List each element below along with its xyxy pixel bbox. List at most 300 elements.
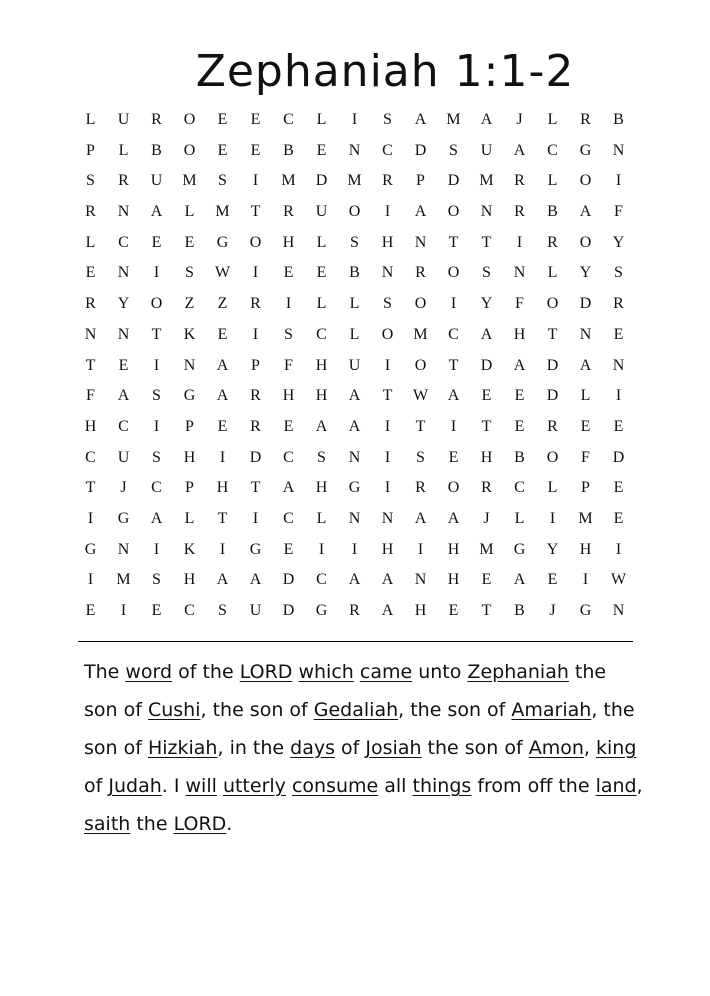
grid-letter: E: [613, 325, 624, 343]
passage-text: , the son of: [398, 699, 512, 721]
hidden-word: came: [359, 661, 413, 683]
grid-letter: A: [381, 602, 394, 619]
grid-letter: H: [447, 540, 460, 558]
grid-letter: N: [513, 264, 526, 282]
grid-letter: G: [579, 141, 592, 159]
grid-letter: N: [480, 203, 493, 221]
grid-letter: M: [413, 325, 428, 343]
grid-letter: C: [547, 141, 558, 159]
grid-letter: C: [184, 602, 195, 619]
grid-letter: S: [152, 448, 161, 466]
grid-letter: L: [547, 172, 558, 190]
grid-letter: M: [347, 172, 362, 190]
grid-letter: D: [315, 172, 328, 190]
grid-letter: I: [318, 540, 325, 558]
grid-letter: S: [284, 325, 293, 343]
grid-letter: U: [150, 172, 163, 190]
grid-letter: G: [216, 233, 229, 251]
grid-letter: E: [250, 141, 261, 159]
grid-letter: M: [479, 172, 494, 190]
grid-letter: E: [217, 141, 228, 159]
grid-letter: B: [613, 111, 624, 128]
grid-letter: T: [85, 479, 96, 497]
grid-letter: O: [447, 203, 460, 221]
grid-letter: D: [282, 571, 295, 589]
grid-letter: R: [85, 203, 96, 221]
grid-letter: J: [120, 479, 127, 497]
grid-letter: M: [182, 172, 197, 190]
grid-letter: Y: [480, 295, 493, 313]
grid-letter: E: [481, 571, 492, 589]
grid-letter: N: [414, 571, 427, 589]
grid-letter: M: [215, 203, 230, 221]
grid-letter: T: [382, 387, 393, 405]
grid-letter: H: [315, 356, 328, 374]
passage-text: ,: [583, 737, 597, 759]
grid-letter: T: [151, 325, 162, 343]
grid-letter: E: [283, 540, 294, 558]
page-title: Zephaniah 1:1-2: [195, 46, 575, 97]
grid-letter: L: [184, 509, 195, 527]
divider: [78, 641, 633, 642]
grid-letter: S: [350, 233, 359, 251]
grid-letter: U: [117, 111, 130, 128]
grid-letter: R: [415, 264, 426, 282]
grid-letter: Y: [579, 264, 592, 282]
grid-letter: I: [615, 387, 622, 405]
hidden-word: Gedaliah: [313, 699, 399, 721]
grid-letter: H: [315, 387, 328, 405]
grid-letter: G: [183, 387, 196, 405]
grid-letter: R: [250, 387, 261, 405]
grid-letter: A: [282, 479, 295, 497]
grid-letter: L: [316, 111, 327, 128]
grid-letter: H: [315, 479, 328, 497]
grid-letter: O: [579, 233, 592, 251]
grid-letter: E: [250, 111, 261, 128]
grid-letter: I: [582, 571, 589, 589]
passage-text: of: [335, 737, 366, 759]
grid-letter: M: [479, 540, 494, 558]
grid-letter: I: [615, 540, 622, 558]
hidden-word: days: [290, 737, 336, 759]
grid-letter: S: [152, 571, 161, 589]
grid-letter: U: [315, 203, 328, 221]
grid-letter: I: [252, 325, 259, 343]
grid-letter: B: [349, 264, 360, 282]
grid-letter: N: [117, 203, 130, 221]
grid-letter: O: [414, 356, 427, 374]
grid-letter: F: [284, 356, 293, 374]
grid-letter: I: [516, 233, 523, 251]
grid-letter: D: [612, 448, 625, 466]
grid-letter: H: [282, 387, 295, 405]
grid-letter: I: [153, 264, 160, 282]
grid-letter: G: [348, 479, 361, 497]
grid-letter: A: [348, 571, 361, 589]
grid-letter: D: [282, 602, 295, 619]
grid-letter: R: [547, 233, 558, 251]
grid-letter: T: [85, 356, 96, 374]
grid-letter: C: [382, 141, 393, 159]
grid-letter: A: [414, 111, 427, 128]
grid-letter: A: [579, 203, 592, 221]
grid-letter: T: [481, 417, 492, 435]
grid-letter: B: [547, 203, 558, 221]
grid-letter: H: [513, 325, 526, 343]
grid-letter: F: [515, 295, 524, 313]
grid-letter: O: [381, 325, 394, 343]
hidden-word: LORD: [239, 661, 293, 683]
grid-letter: I: [384, 356, 391, 374]
grid-letter: G: [84, 540, 97, 558]
grid-letter: S: [218, 172, 227, 190]
grid-letter: L: [184, 203, 195, 221]
grid-letter: E: [613, 509, 624, 527]
grid-letter: E: [514, 387, 525, 405]
grid-letter: H: [480, 448, 493, 466]
passage-text: The: [84, 661, 126, 683]
passage-text: the son of: [84, 661, 607, 721]
grid-letter: P: [185, 479, 194, 497]
grid-letter: Z: [217, 295, 228, 313]
grid-letter: I: [87, 509, 94, 527]
grid-letter: E: [151, 233, 162, 251]
grid-letter: N: [381, 264, 394, 282]
grid-letter: A: [150, 509, 163, 527]
grid-letter: R: [250, 295, 261, 313]
grid-letter: I: [549, 509, 556, 527]
passage-text: unto: [412, 661, 468, 683]
grid-letter: O: [546, 295, 559, 313]
grid-letter: G: [579, 602, 592, 619]
grid-letter: N: [612, 602, 625, 619]
grid-letter: R: [151, 111, 162, 128]
grid-letter: O: [579, 172, 592, 190]
passage-text: the: [130, 813, 174, 835]
hidden-word: will: [185, 775, 217, 797]
grid-letter: E: [118, 356, 129, 374]
grid-letter: A: [414, 203, 427, 221]
grid-letter: A: [513, 356, 526, 374]
grid-letter: E: [613, 417, 624, 435]
grid-letter: H: [381, 233, 394, 251]
grid-letter: L: [514, 509, 525, 527]
grid-letter: F: [86, 387, 95, 405]
grid-letter: C: [316, 571, 327, 589]
grid-letter: R: [514, 203, 525, 221]
grid-letter: T: [250, 479, 261, 497]
grid-letter: I: [384, 203, 391, 221]
passage-text: the son of: [421, 737, 529, 759]
grid-letter: R: [481, 479, 492, 497]
grid-letter: L: [349, 325, 360, 343]
passage-text: , in the: [217, 737, 291, 759]
grid-letter: R: [283, 203, 294, 221]
grid-letter: N: [183, 356, 196, 374]
grid-letter: A: [150, 203, 163, 221]
grid-letter: T: [415, 417, 426, 435]
grid-letter: O: [546, 448, 559, 466]
grid-letter: N: [84, 325, 97, 343]
grid-letter: L: [85, 233, 96, 251]
grid-letter: C: [283, 509, 294, 527]
grid-letter: E: [85, 264, 96, 282]
grid-letter: T: [481, 233, 492, 251]
grid-letter: L: [316, 295, 327, 313]
grid-letter: A: [480, 325, 493, 343]
grid-letter: E: [85, 602, 96, 619]
grid-letter: I: [351, 540, 358, 558]
grid-letter: D: [414, 141, 427, 159]
grid-letter: E: [514, 417, 525, 435]
hidden-word: Hizkiah: [147, 737, 218, 759]
grid-letter: A: [315, 417, 328, 435]
grid-letter: E: [217, 111, 228, 128]
grid-letter: S: [383, 111, 392, 128]
grid-letter: O: [249, 233, 262, 251]
grid-letter: A: [381, 571, 394, 589]
grid-letter: I: [153, 417, 160, 435]
grid-letter: N: [612, 141, 625, 159]
grid-letter: O: [414, 295, 427, 313]
grid-letter: N: [348, 141, 361, 159]
grid-letter: S: [185, 264, 194, 282]
grid-letter: H: [414, 602, 427, 619]
grid-letter: I: [219, 448, 226, 466]
grid-letter: A: [579, 356, 592, 374]
grid-letter: I: [285, 295, 292, 313]
hidden-word: Judah: [108, 775, 162, 797]
grid-letter: E: [283, 417, 294, 435]
hidden-word: Zephaniah: [467, 661, 569, 683]
passage-text: . I: [161, 775, 186, 797]
grid-letter: N: [612, 356, 625, 374]
grid-letter: K: [183, 325, 196, 343]
passage-text: all: [378, 775, 413, 797]
grid-letter: M: [446, 111, 461, 128]
grid-letter: E: [151, 602, 162, 619]
grid-letter: I: [87, 571, 94, 589]
grid-letter: Y: [546, 540, 559, 558]
grid-letter: P: [416, 172, 425, 190]
grid-letter: E: [184, 233, 195, 251]
grid-letter: E: [283, 264, 294, 282]
hidden-word: Cushi: [147, 699, 201, 721]
grid-letter: I: [384, 417, 391, 435]
grid-letter: E: [580, 417, 591, 435]
grid-letter: A: [249, 571, 262, 589]
hidden-word: Amon: [528, 737, 584, 759]
grid-letter: S: [152, 387, 161, 405]
grid-letter: T: [250, 203, 261, 221]
grid-letter: A: [348, 387, 361, 405]
grid-letter: R: [613, 295, 624, 313]
grid-letter: I: [450, 295, 457, 313]
grid-letter: D: [249, 448, 262, 466]
passage-text: from off the: [471, 775, 596, 797]
hidden-word: Amariah: [511, 699, 592, 721]
grid-letter: I: [351, 111, 358, 128]
grid-letter: T: [547, 325, 558, 343]
grid-letter: F: [581, 448, 590, 466]
grid-letter: E: [613, 479, 624, 497]
grid-letter: R: [580, 111, 591, 128]
grid-letter: R: [349, 602, 360, 619]
hidden-word: utterly: [222, 775, 286, 797]
grid-letter: H: [183, 571, 196, 589]
grid-letter: E: [217, 325, 228, 343]
hidden-word: king: [596, 737, 637, 759]
grid-letter: R: [250, 417, 261, 435]
grid-letter: I: [615, 172, 622, 190]
grid-letter: O: [183, 111, 196, 128]
grid-letter: I: [417, 540, 424, 558]
grid-letter: C: [118, 417, 129, 435]
grid-letter: U: [117, 448, 130, 466]
grid-letter: D: [447, 172, 460, 190]
grid-letter: B: [283, 141, 294, 159]
passage-text: of the: [172, 661, 240, 683]
grid-letter: S: [317, 448, 326, 466]
grid-letter: A: [447, 509, 460, 527]
grid-letter: A: [216, 356, 229, 374]
hidden-word: Josiah: [365, 737, 422, 759]
grid-letter: E: [316, 141, 327, 159]
grid-letter: S: [416, 448, 425, 466]
grid-letter: I: [450, 417, 457, 435]
grid-letter: L: [580, 387, 591, 405]
grid-letter: D: [546, 387, 559, 405]
grid-letter: I: [153, 356, 160, 374]
grid-letter: C: [151, 479, 162, 497]
passage-text: .: [226, 813, 233, 835]
grid-letter: H: [447, 571, 460, 589]
grid-letter: H: [579, 540, 592, 558]
grid-letter: C: [448, 325, 459, 343]
grid-letter: C: [118, 233, 129, 251]
grid-letter: I: [252, 172, 259, 190]
grid-letter: O: [447, 479, 460, 497]
grid-letter: N: [117, 264, 130, 282]
grid-letter: P: [251, 356, 260, 374]
grid-letter: R: [415, 479, 426, 497]
grid-letter: T: [448, 356, 459, 374]
passage-text: , the son of: [200, 699, 314, 721]
grid-letter: R: [547, 417, 558, 435]
grid-letter: N: [579, 325, 592, 343]
grid-letter: I: [252, 264, 259, 282]
grid-letter: L: [349, 295, 360, 313]
grid-letter: R: [118, 172, 129, 190]
grid-letter: C: [514, 479, 525, 497]
grid-letter: A: [216, 387, 229, 405]
passage-text: ,: [636, 775, 643, 797]
grid-letter: I: [219, 540, 226, 558]
grid-letter: N: [117, 325, 130, 343]
hidden-word: LORD: [173, 813, 227, 835]
grid-letter: U: [480, 141, 493, 159]
grid-letter: D: [546, 356, 559, 374]
grid-letter: I: [384, 479, 391, 497]
grid-letter: L: [547, 111, 558, 128]
grid-letter: E: [217, 417, 228, 435]
grid-letter: E: [448, 448, 459, 466]
grid-letter: B: [151, 141, 162, 159]
grid-letter: I: [384, 448, 391, 466]
grid-letter: O: [150, 295, 163, 313]
grid-letter: P: [581, 479, 590, 497]
grid-letter: N: [117, 540, 130, 558]
grid-letter: E: [448, 602, 459, 619]
grid-letter: E: [547, 571, 558, 589]
grid-letter: T: [481, 602, 492, 619]
grid-letter: P: [185, 417, 194, 435]
word-search-grid: [74, 105, 635, 627]
grid-letter: R: [382, 172, 393, 190]
grid-letter: Y: [612, 233, 625, 251]
hidden-word: word: [125, 661, 173, 683]
hidden-word: consume: [291, 775, 379, 797]
grid-letter: L: [316, 509, 327, 527]
grid-letter: H: [216, 479, 229, 497]
grid-letter: A: [447, 387, 460, 405]
grid-letter: D: [579, 295, 592, 313]
grid-letter: C: [283, 111, 294, 128]
grid-letter: S: [218, 602, 227, 619]
grid-letter: G: [117, 509, 130, 527]
grid-letter: M: [281, 172, 296, 190]
grid-letter: C: [283, 448, 294, 466]
grid-letter: J: [516, 111, 523, 128]
grid-letter: E: [481, 387, 492, 405]
grid-letter: P: [86, 141, 95, 159]
grid-letter: A: [513, 141, 526, 159]
grid-letter: R: [514, 172, 525, 190]
grid-letter: S: [86, 172, 95, 190]
grid-letter: L: [547, 479, 558, 497]
hidden-word: which: [298, 661, 354, 683]
grid-letter: Y: [117, 295, 130, 313]
grid-letter: G: [315, 602, 328, 619]
grid-letter: B: [514, 602, 525, 619]
grid-letter: W: [610, 571, 627, 589]
grid-letter: L: [316, 233, 327, 251]
grid-letter: J: [483, 509, 490, 527]
grid-letter: A: [480, 111, 493, 128]
grid-letter: I: [153, 540, 160, 558]
grid-letter: D: [480, 356, 493, 374]
grid-letter: W: [214, 264, 231, 282]
grid-letter: G: [249, 540, 262, 558]
grid-letter: T: [217, 509, 228, 527]
grid-letter: Z: [184, 295, 195, 313]
grid-letter: O: [447, 264, 460, 282]
grid-letter: H: [381, 540, 394, 558]
grid-letter: C: [316, 325, 327, 343]
passage-text: of: [84, 775, 109, 797]
grid-letter: L: [85, 111, 96, 128]
grid-letter: A: [117, 387, 130, 405]
grid-letter: S: [614, 264, 623, 282]
grid-letter: S: [449, 141, 458, 159]
grid-letter: I: [252, 509, 259, 527]
grid-letter: A: [513, 571, 526, 589]
grid-letter: E: [316, 264, 327, 282]
grid-letter: N: [348, 509, 361, 527]
grid-letter: F: [614, 203, 623, 221]
hidden-word: land: [595, 775, 637, 797]
